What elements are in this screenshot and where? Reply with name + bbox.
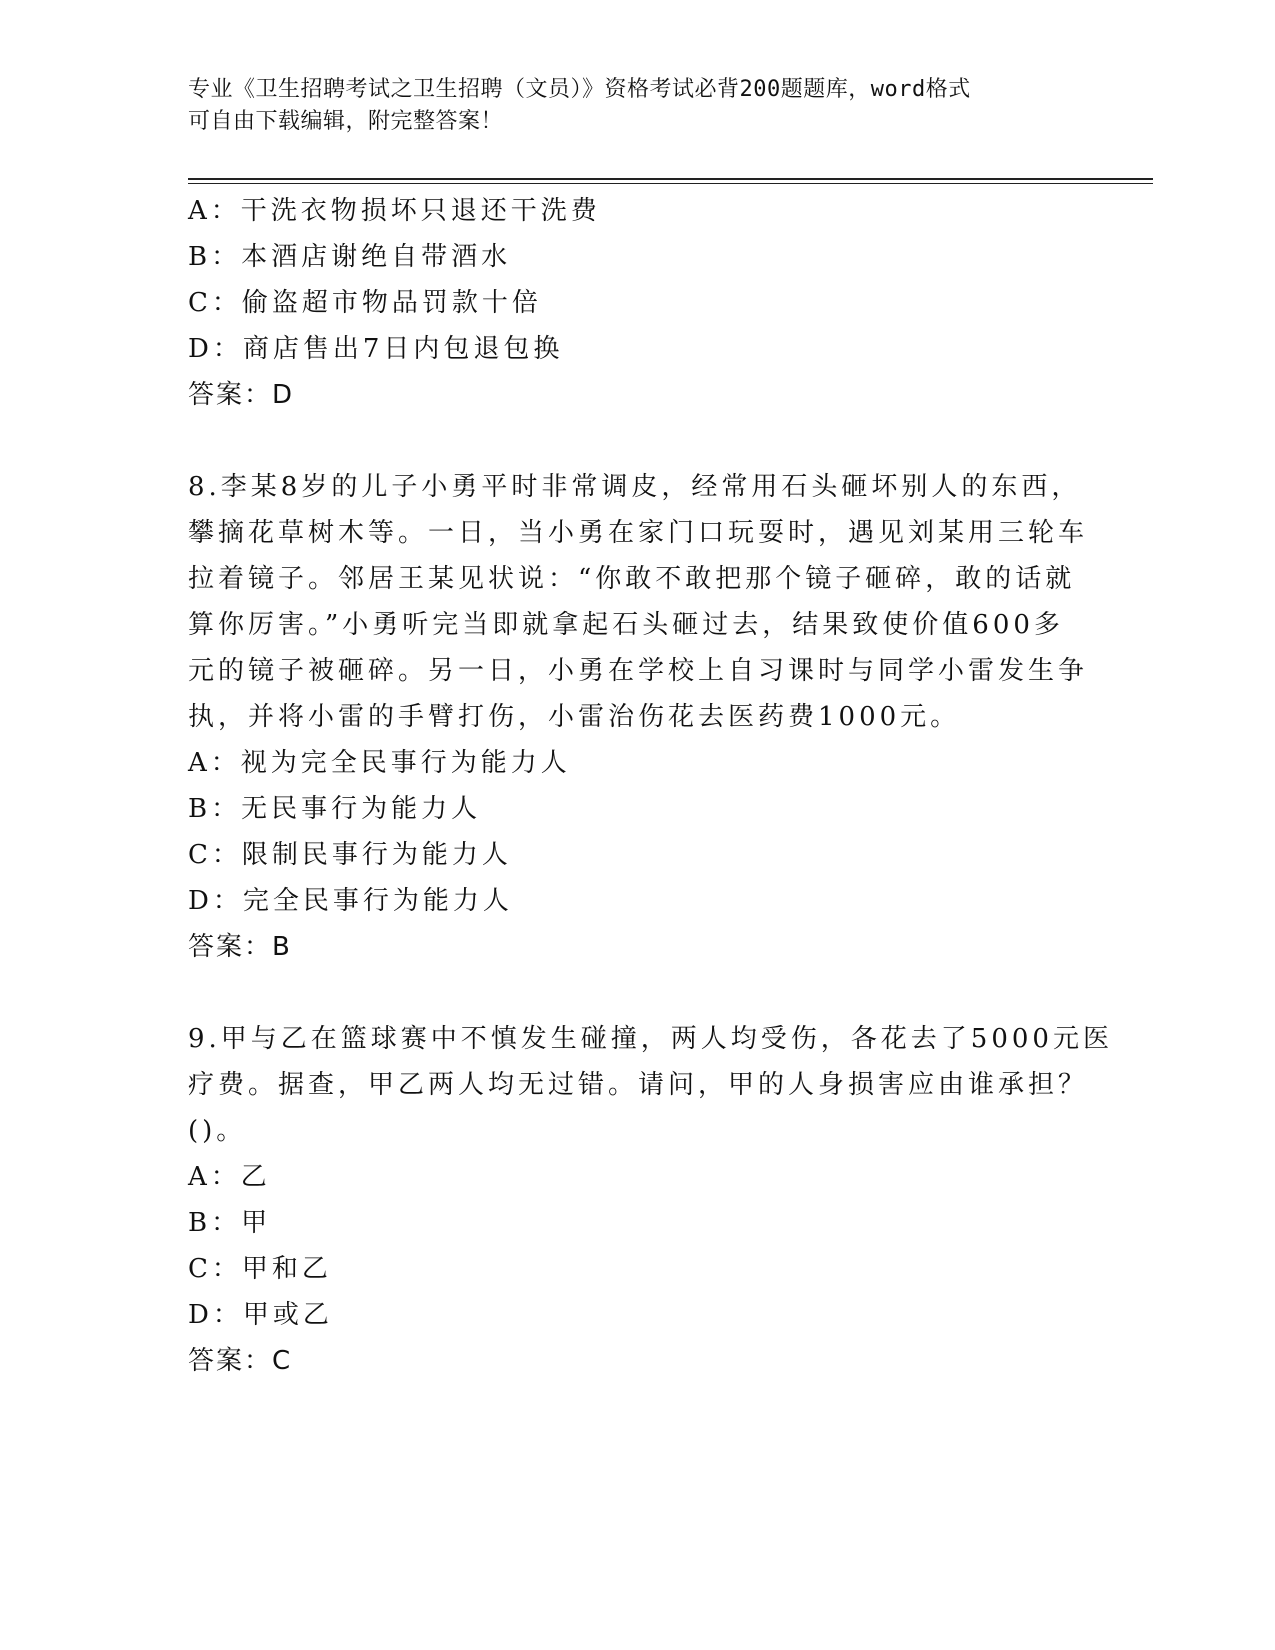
question-text-line: ()。 xyxy=(188,1116,247,1146)
header-rule-thick xyxy=(188,178,1153,180)
option-c: C：偷盗超市物品罚款十倍 xyxy=(188,288,542,318)
question-text xyxy=(188,464,1088,740)
header-line-2: 可自由下载编辑，附完整答案！ xyxy=(188,109,504,134)
option-d: D：甲或乙 xyxy=(188,1300,333,1330)
option-d: D：完全民事行为能力人 xyxy=(188,886,513,916)
question-text-line: 执，并将小雷的手臂打伤，小雷治伤花去医药费1000元。 xyxy=(188,702,961,732)
answer-line: 答案：D xyxy=(188,380,295,410)
option-b: B：无民事行为能力人 xyxy=(188,794,482,824)
option-c: C：限制民事行为能力人 xyxy=(188,840,512,870)
option-c: C：甲和乙 xyxy=(188,1254,332,1284)
option-d: D：商店售出7日内包退包换 xyxy=(188,334,564,364)
document-header xyxy=(188,74,1088,138)
answer-line: 答案：B xyxy=(188,932,292,962)
question-text-line: 元的镜子被砸碎。另一日，小勇在学校上自习课时与同学小雷发生争 xyxy=(188,656,1089,686)
question-text-line: 疗费。据查，甲乙两人均无过错。请问，甲的人身损害应由谁承担？ xyxy=(188,1070,1089,1100)
header-line-1: 专业《卫生招聘考试之卫生招聘（文员）》资格考试必背200题题库，word格式 xyxy=(188,77,971,102)
question-text-line: 9.甲与乙在篮球赛中不慎发生碰撞，两人均受伤，各花去了5000元医 xyxy=(188,1024,1113,1054)
answer-line: 答案：C xyxy=(188,1346,293,1376)
question-text-line: 算你厉害。”小勇听完当即就拿起石头砸过去，结果致使价值600多 xyxy=(188,610,1064,640)
question-text-line: 攀摘花草树木等。一日，当小勇在家门口玩耍时，遇见刘某用三轮车 xyxy=(188,518,1089,548)
option-a: A：视为完全民事行为能力人 xyxy=(188,748,571,778)
header-rule-thin xyxy=(188,183,1153,184)
option-b: B：甲 xyxy=(188,1208,272,1238)
question-text-line: 拉着镜子。邻居王某见状说：“你敢不敢把那个镜子砸碎，敢的话就 xyxy=(188,564,1076,594)
option-a: A：乙 xyxy=(188,1162,271,1192)
question-7-block xyxy=(188,188,1088,418)
question-spacer xyxy=(188,418,1088,464)
question-text xyxy=(188,1016,1113,1154)
option-b: B：本酒店谢绝自带酒水 xyxy=(188,242,512,272)
question-9-block xyxy=(188,1016,1113,1384)
question-text-line: 8.李某8岁的儿子小勇平时非常调皮，经常用石头砸坏别人的东西， xyxy=(188,472,1082,502)
question-spacer xyxy=(188,970,1088,1016)
document-body xyxy=(188,188,1113,1384)
option-a: A：干洗衣物损坏只退还干洗费 xyxy=(188,196,601,226)
question-8-block xyxy=(188,464,1088,970)
